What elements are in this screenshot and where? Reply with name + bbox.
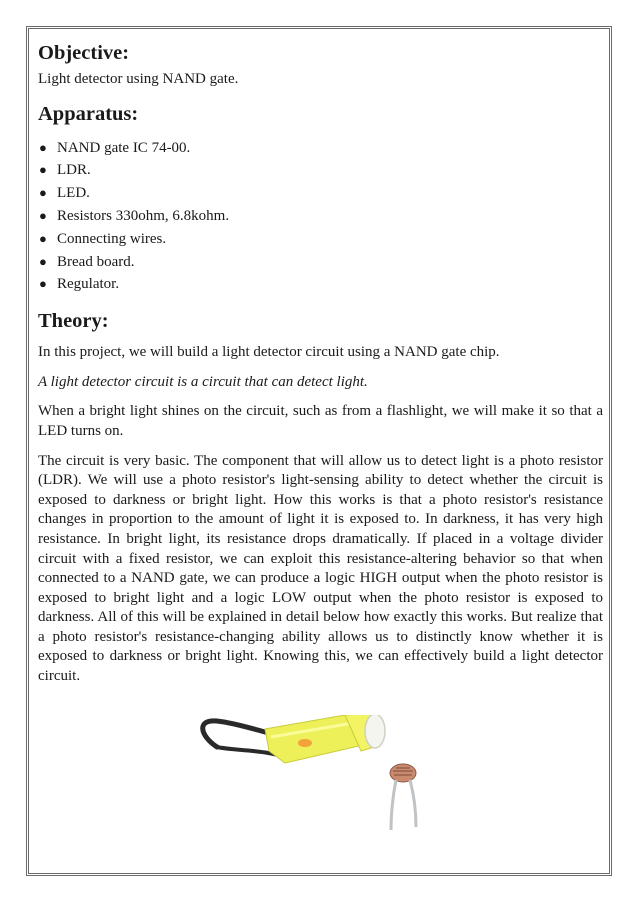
theory-paragraph-3: When a bright light shines on the circuit, such as from a flashlight, we will make it so that a LED turns on.: [38, 403, 603, 439]
apparatus-item: ● LED.: [38, 182, 603, 205]
apparatus-list: [38, 137, 603, 297]
apparatus-item: ● LDR.: [38, 159, 603, 182]
document-content: [38, 36, 603, 687]
objective-text: Light detector using NAND gate.: [38, 71, 239, 87]
bullet-icon: ●: [39, 139, 47, 155]
bullet-icon: ●: [39, 207, 47, 223]
apparatus-item: ● Regulator.: [38, 273, 603, 296]
theory-paragraph-2: A light detector circuit is a circuit that can detect light.: [38, 373, 368, 390]
flashlight-image: [203, 715, 385, 763]
bullet-icon: ●: [39, 162, 47, 178]
apparatus-item: ● Bread board.: [38, 251, 603, 274]
apparatus-item: ● NAND gate IC 74-00.: [38, 137, 603, 160]
apparatus-item: ● Resistors 330ohm, 6.8kohm.: [38, 205, 603, 228]
theory-heading: Theory:: [38, 310, 109, 333]
apparatus-item: ● Connecting wires.: [38, 228, 603, 251]
objective-heading: Objective:: [38, 42, 130, 64]
bullet-icon: ●: [39, 185, 47, 201]
bullet-icon: ●: [39, 230, 47, 246]
apparatus-heading: Apparatus:: [38, 102, 139, 125]
photoresistor-image: [390, 764, 416, 830]
figure-svg: [195, 715, 445, 835]
theory-paragraph-4: The circuit is very basic. The component that will allow us to detect light is a photo resistor (LDR). We will use a photo resistor's light-sensing ability to detect whether the circuit is exposed to darkness or bright light. How this works is that a photo resistor's resistance changes in proportion to the amount of light it is exposed to. In darkness, it has very high resistance. In bright light, its resistance drops dramatically. If placed in a voltage divider circuit with a fixed resistor, we can exploit this resistance-altering behavior so that when connected to a NAND gate, we can produce a logic HIGH output when the photo resistor is exposed to bright light and a logic LOW output when the photo resistor is exposed to darkness. All of this will be explained in detail below how exactly this works. But realize that a photo resistor's resistance-changing ability allows us to distinctly know whether it is exposed to darkness or bright light. Knowing this, we can effectively build a light detector circuit.: [38, 452, 603, 685]
bullet-icon: ●: [39, 253, 47, 269]
theory-paragraph-1: In this project, we will build a light detector circuit using a NAND gate chip.: [38, 344, 500, 361]
figure-images: [195, 715, 445, 835]
bullet-icon: ●: [39, 276, 47, 292]
